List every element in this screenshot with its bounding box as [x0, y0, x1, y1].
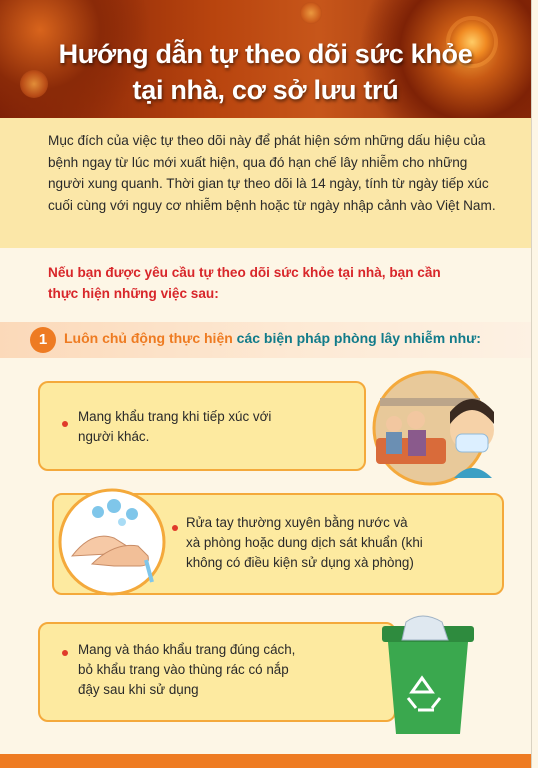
notice-text [48, 262, 508, 304]
step-heading-teal: các biện pháp phòng lây nhiễm như: [236, 330, 481, 346]
card-dispose-mask [38, 622, 396, 722]
card-text [78, 407, 358, 447]
notice-line-2: thực hiện những việc sau: [48, 286, 219, 301]
card-text [78, 640, 388, 700]
step-heading [64, 330, 481, 346]
card-text-line: bỏ khẩu trang vào thùng rác có nắp [78, 662, 289, 677]
intro-text: Mục đích của việc tự theo dõi này để phát hiện sớm những dấu hiệu của bệnh ngay từ lúc mới xuất hiện, qua đó hạn chế lây nhiễm cho những người xung quanh. Thời gian tự theo dõi là 14 ngày, tính từ ngày tiếp xúc cuối cùng với nguy cơ nhiễm bệnh hoặc từ ngày nhập cảnh vào Việt Nam. [48, 133, 496, 213]
mask-people-icon [358, 368, 508, 486]
card-text-line: đậy sau khi sử dụng [78, 682, 199, 697]
card-text-line: Mang và tháo khẩu trang đúng cách, [78, 642, 296, 657]
bullet-dot [172, 525, 178, 531]
card-text-line: không có điều kiện sử dụng xà phòng) [186, 555, 414, 570]
page-title [0, 36, 531, 108]
recycle-bin-icon [372, 612, 484, 740]
header-banner [0, 0, 531, 118]
title-line-1: Hướng dẫn tự theo dõi sức khỏe [58, 39, 473, 69]
notice-line-1: Nếu bạn được yêu cầu tự theo dõi sức khỏe tại nhà, bạn cần [48, 265, 441, 280]
card-text-line: Mang khẩu trang khi tiếp xúc với [78, 409, 272, 424]
footer-bar [0, 754, 531, 768]
card-wear-mask [38, 381, 366, 471]
bullet-dot [62, 421, 68, 427]
card-text-line: người khác. [78, 429, 150, 444]
intro-panel [0, 118, 531, 248]
card-text-line: xà phòng hoặc dung dịch sát khuẩn (khi [186, 535, 423, 550]
virus-decoration [300, 2, 322, 24]
bullet-dot [62, 650, 68, 656]
handwash-icon [52, 486, 172, 598]
title-line-2: tại nhà, cơ sở lưu trú [132, 75, 399, 105]
card-text-line: Rửa tay thường xuyên bằng nước và [186, 515, 408, 530]
step-number-badge: 1 [30, 327, 56, 353]
step-heading-orange: Luôn chủ động thực hiện [64, 330, 233, 346]
card-text [186, 513, 486, 573]
